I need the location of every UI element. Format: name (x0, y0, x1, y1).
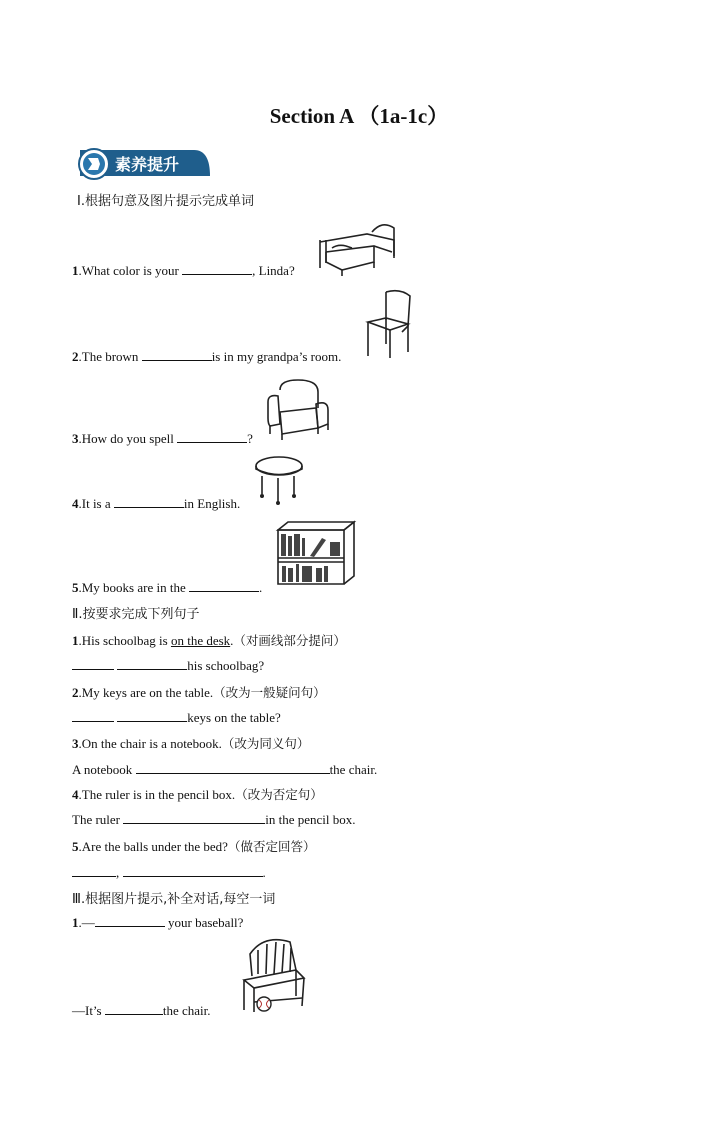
answer-blank[interactable] (142, 348, 212, 361)
section3-heading: Ⅲ.根据图片提示,补全对话,每空一词 (72, 892, 276, 907)
s2-question-4: 4.The ruler is in the pencil box.（改为否定句） (72, 787, 323, 802)
chair-icon (364, 288, 414, 360)
answer-blank[interactable] (72, 657, 114, 670)
s2-question-2: 2.My keys are on the table.（改为一般疑问句） (72, 685, 326, 700)
baseball-icon (257, 997, 271, 1011)
answer-blank[interactable] (182, 262, 252, 275)
armchair-icon (266, 378, 330, 440)
table-icon (254, 454, 304, 504)
s2-answer-4: The ruler in the pencil box. (72, 812, 356, 827)
section2-heading: Ⅱ.按要求完成下列句子 (72, 607, 200, 622)
answer-blank[interactable] (95, 914, 165, 927)
s3-question-1-line1: 1.— your baseball? (72, 915, 244, 930)
s1-question-4: 4.It is a in English. (72, 496, 241, 511)
chair-with-ball-icon (240, 936, 308, 1014)
answer-blank[interactable] (105, 1002, 163, 1015)
section1-heading: Ⅰ.根据句意及图片提示完成单词 (77, 194, 254, 209)
answer-blank[interactable] (123, 864, 263, 877)
answer-blank[interactable] (177, 430, 247, 443)
answer-blank[interactable] (117, 657, 187, 670)
answer-blank[interactable] (189, 579, 259, 592)
s2-question-5: 5.Are the balls under the bed?（做否定回答） (72, 839, 316, 854)
s1-question-3: 3.How do you spell ? (72, 431, 253, 446)
s1-question-1: 1.What color is your , Linda? (72, 263, 295, 278)
s1-question-5: 5.My books are in the . (72, 580, 263, 595)
s2-answer-5: , . (72, 864, 266, 881)
answer-blank[interactable] (72, 864, 116, 877)
banner-label: 素养提升 (115, 155, 180, 174)
s2-answer-3: A notebook the chair. (72, 762, 378, 777)
s3-question-1-line2: —It’s the chair. (72, 1003, 211, 1018)
s2-answer-1: his schoolbag? (72, 657, 264, 674)
bed-icon (312, 218, 402, 278)
page-title: Section A （1a-1c） (269, 104, 449, 128)
answer-blank[interactable] (136, 761, 330, 774)
answer-blank[interactable] (114, 495, 184, 508)
s2-question-3: 3.On the chair is a notebook.（改为同义句） (72, 736, 310, 751)
answer-blank[interactable] (123, 811, 265, 824)
s1-question-2: 2.The brown is in my grandpa’s room. (72, 349, 342, 364)
answer-blank[interactable] (117, 709, 187, 722)
s2-question-1: 1.His schoolbag is on the desk.（对画线部分提问） (72, 633, 346, 648)
answer-blank[interactable] (72, 709, 114, 722)
s2-answer-2: keys on the table? (72, 709, 281, 726)
bookcase-icon (276, 520, 356, 586)
